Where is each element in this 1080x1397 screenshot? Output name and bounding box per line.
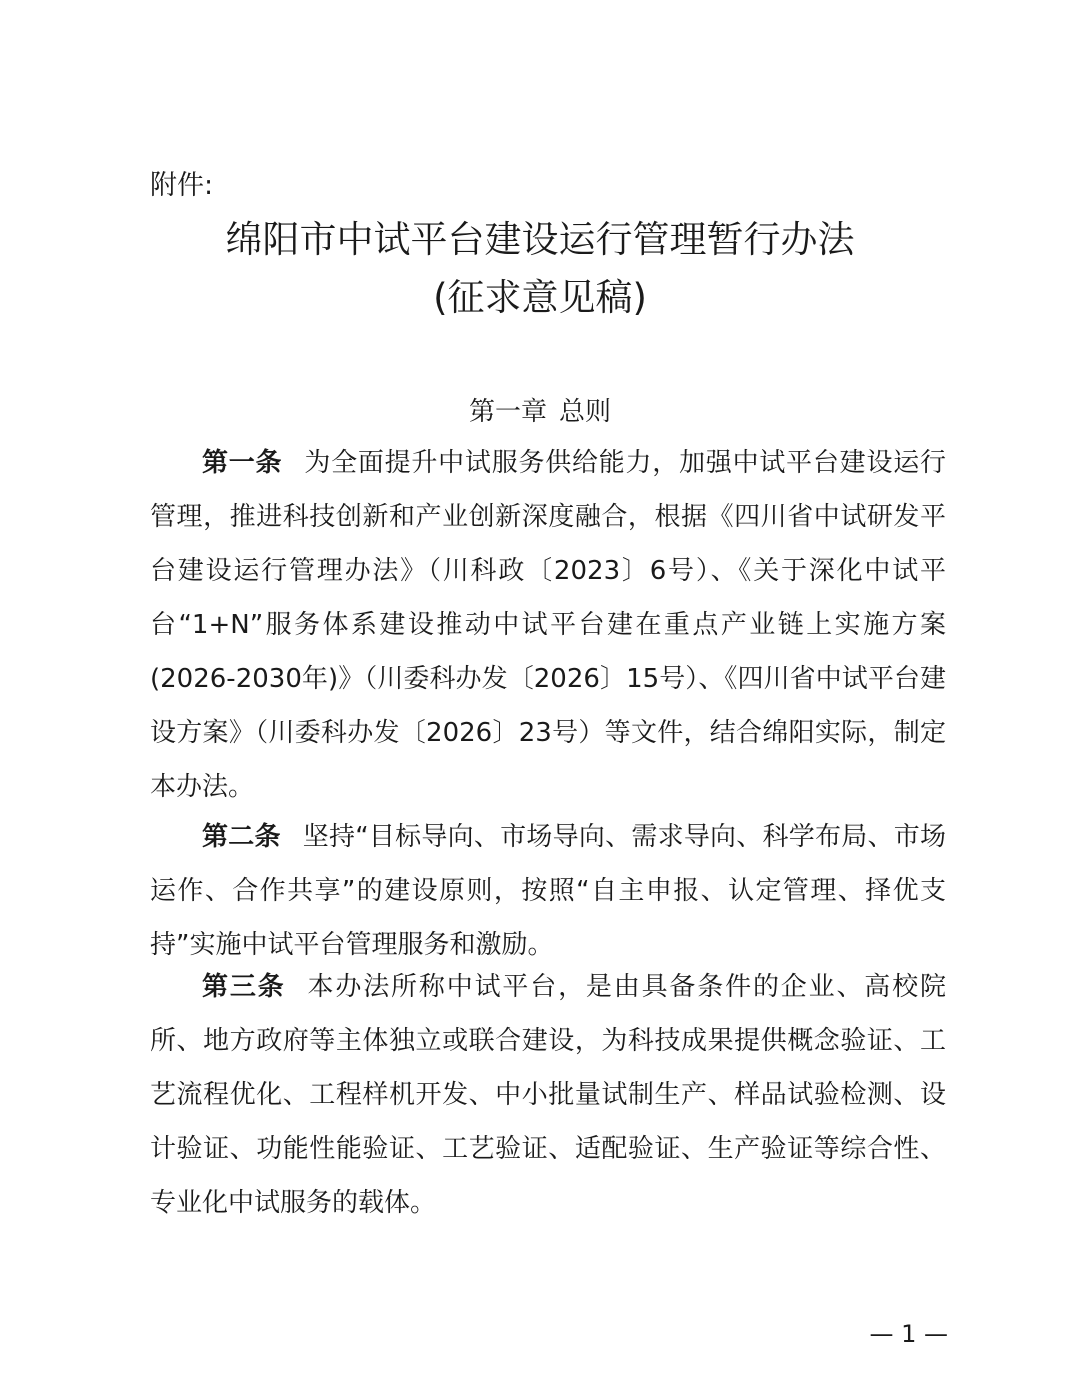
article-1 <box>150 436 946 814</box>
chapter-number: 第一章 <box>468 397 547 427</box>
article-3 <box>150 960 946 1230</box>
page-number: — 1 — <box>869 1320 948 1348</box>
article-2 <box>150 810 946 972</box>
attachment-label: 附件: <box>150 170 214 201</box>
chapter-title: 总则 <box>559 397 612 427</box>
article-label: 第三条 <box>202 972 286 1002</box>
chapter-heading <box>0 395 1080 429</box>
article-label: 第二条 <box>202 822 281 852</box>
article-label: 第一条 <box>202 448 283 478</box>
article-text: 为全面提升中试服务供给能力，加强中试平台建设运行管理，推进科技创新和产业创新深度融合，根据《四川省中试研发平台建设运行管理办法》（川科政〔2023〕6号）、《关于深化中试平台“1+N”服务体系建设推动中试平台建在重点产业链上实施方案(2026-2030年)》（川委科办发〔2026〕15号）、《四川省中试平台建设方案》（川委科办发〔2026〕23号）等文件，结合绵阳实际，制定本办法。 <box>150 448 946 802</box>
document-title: 绵阳市中试平台建设运行管理暂行办法 <box>225 218 855 261</box>
article-text: 坚持“目标导向、市场导向、需求导向、科学布局、市场运作、合作共享”的建设原则，按照“自主申报、认定管理、择优支持”实施中试平台管理服务和激励。 <box>150 822 946 960</box>
document-subtitle: (征求意见稿) <box>433 276 647 319</box>
article-text: 本办法所称中试平台，是由具备条件的企业、高校院所、地方政府等主体独立或联合建设，为科技成果提供概念验证、工艺流程优化、工程样机开发、中小批量试制生产、样品试验检测、设计验证、功能性能验证、工艺验证、适配验证、生产验证等综合性、专业化中试服务的载体。 <box>150 972 946 1218</box>
